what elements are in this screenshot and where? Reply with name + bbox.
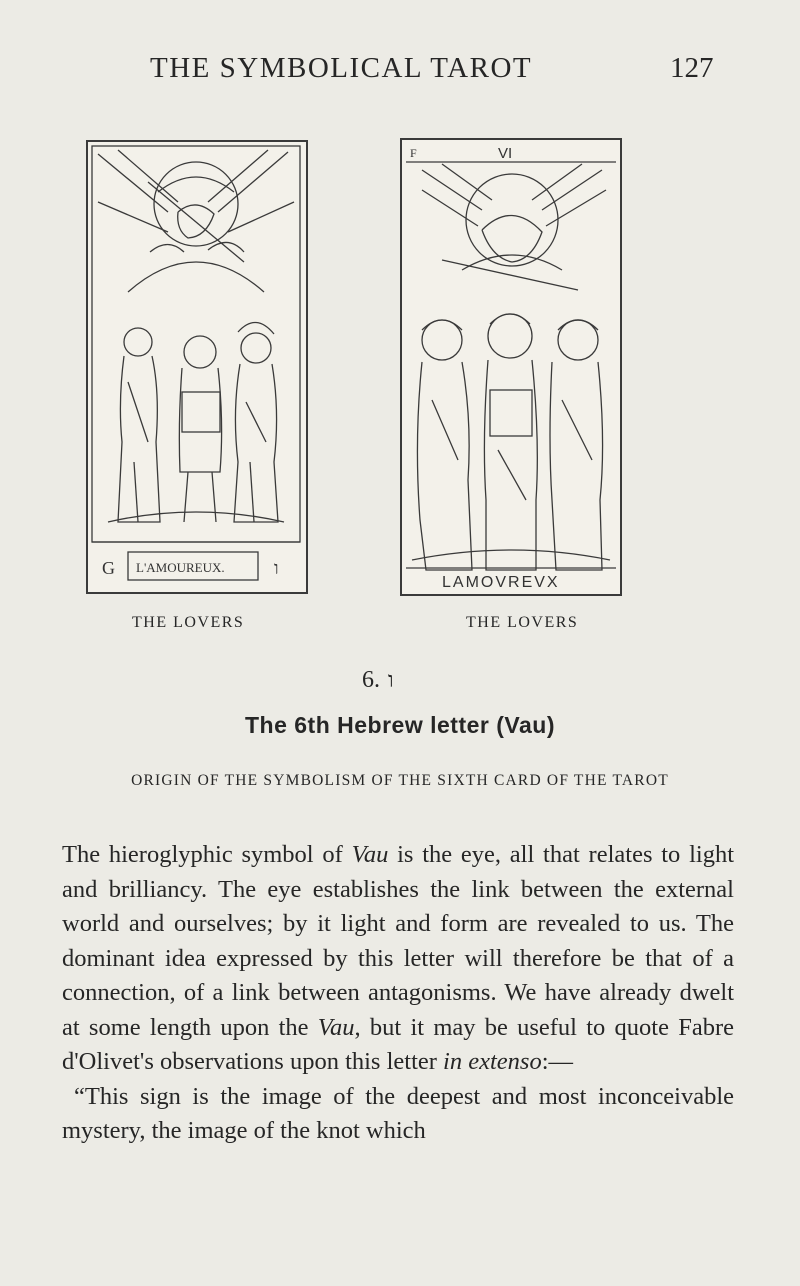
- right-card-numeral: VI: [498, 145, 513, 162]
- lovers-card-drawing-left: [88, 142, 306, 592]
- lovers-card-illustration-left: [86, 140, 308, 594]
- body-text: [62, 838, 734, 1149]
- paragraph-2: “This sign is the image of the deepest and most inconceivable mystery, the image of the knot which: [62, 1082, 734, 1144]
- hebrew-letter-vau: ו: [388, 668, 394, 693]
- p1-segment-c: , but it may be useful to quote Fabre d'Olivet's observations upon this letter: [62, 1013, 734, 1075]
- p1-segment-d: :—: [541, 1048, 574, 1075]
- running-title: THE SYMBOLICAL TAROT: [150, 52, 533, 84]
- page-number: 127: [670, 52, 714, 84]
- lovers-card-drawing-right: [402, 140, 620, 594]
- subheading: ORIGIN OF THE SYMBOLISM OF THE SIXTH CARD OF THE TAROT: [131, 772, 669, 789]
- right-card-banner-text: LAMOVREVX: [442, 574, 560, 591]
- running-head: [0, 52, 800, 92]
- right-card-corner-letter: F: [410, 146, 417, 160]
- section-heading: The 6th Hebrew letter (Vau): [244, 712, 555, 738]
- left-card-corner-letter: G: [102, 558, 115, 578]
- caption-left: THE LOVERS: [132, 614, 245, 631]
- p1-italic-vau-2: Vau: [317, 1013, 355, 1041]
- left-card-banner-text: L'AMOUREUX.: [136, 560, 225, 575]
- p1-italic-latin: in extenso: [443, 1048, 542, 1075]
- figure-number: [362, 667, 394, 694]
- caption-right: THE LOVERS: [466, 614, 579, 631]
- figure-number-text: 6.: [362, 667, 380, 693]
- p1-segment-a: The hieroglyphic symbol of: [62, 841, 352, 868]
- p1-segment-b: is the eye, all that relates to light and brilliancy. The eye establishes the link between the external world and ourselves; by it light and form are revealed to us. The dominant idea expressed by this letter will therefore be that of a connection, of a link between antagonisms. We have already dwelt at some length upon the: [62, 841, 734, 1041]
- p1-italic-vau: Vau: [351, 841, 389, 868]
- left-card-hebrew-corner: ו: [274, 558, 279, 579]
- lovers-card-illustration-right: [400, 138, 622, 596]
- paragraph-1: [62, 838, 734, 1080]
